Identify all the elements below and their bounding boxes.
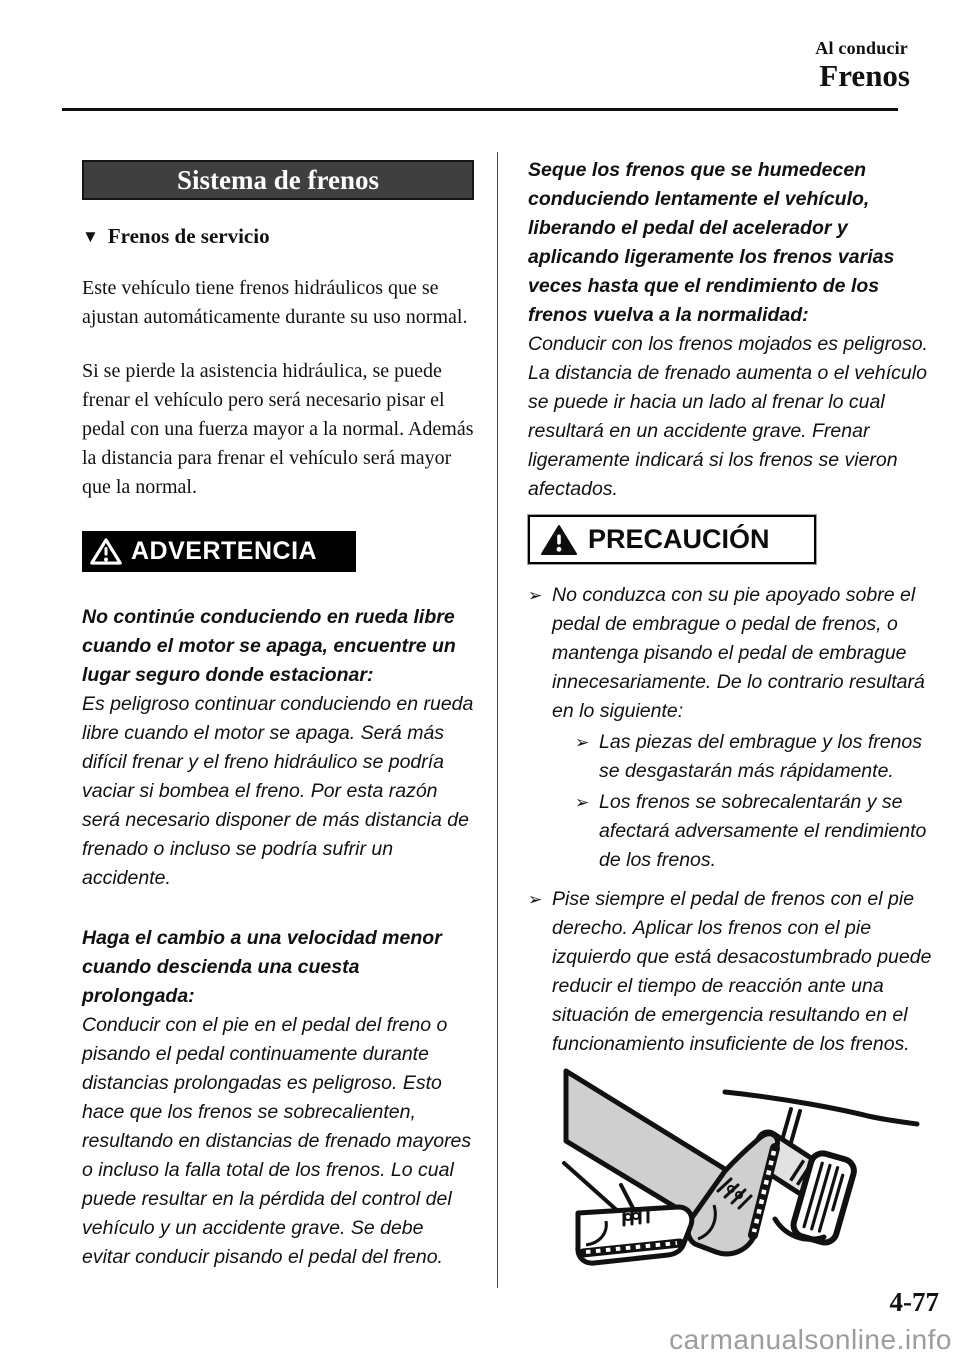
caution-subitem-text: Las piezas del embrague y los frenos se desgastarán más rápidamente. [599,731,923,782]
warning-item-title: Haga el cambio a una velocidad menor cuando descienda una cuesta prolongada: [82,927,442,1007]
triangle-marker-icon: ▼ [82,226,99,246]
right-column [528,150,934,1301]
warning-item-body: Es peligroso continuar conduciendo en rueda libre cuando el motor se apaga. Será más difícil frenar y el freno hidráulico se podría vaciar si bombea el freno. Por esta razón será necesario disponer de más distancia de frenado o incluso se podría sufrir un accidente. [82,693,474,889]
caution-triangle-icon [541,524,577,556]
caution-list [528,581,934,1059]
watermark-text: carmanualsonline.info [669,1324,952,1355]
caution-sublist [575,728,934,875]
caution-list-item [528,885,934,1059]
warning-item-title: Seque los frenos que se humedecen conduciendo lentamente el vehículo, liberando el pedal del acelerador y aplicando ligeramente los frenos varias veces hasta que el rendimiento de los frenos vuelva a la normalidad: [528,159,895,326]
header-rule [62,108,898,111]
warning-banner-label: ADVERTENCIA [131,537,318,565]
warning-banner [82,531,356,572]
caution-list-item [528,581,934,875]
caution-banner [528,515,816,564]
header-section-label: Al conducir [815,38,908,58]
warning-item-body: Conducir con los frenos mojados es peligroso. La distancia de frenado aumenta o el vehículo se puede ir hacia un lado al frenar lo cual resultará en un accidente grave. Frenar ligeramente indicará si los frenos se vieron afectados. [528,333,928,500]
section-title-banner [82,160,474,200]
caution-banner-label: PRECAUCIÓN [588,524,770,554]
subsection-title: Frenos de servicio [107,224,270,248]
warning-item-body: Conducir con el pie en el pedal del freno o pisando el pedal continuamente durante distancias prolongadas es peligroso. Esto hace que los frenos se sobrecalienten, resultando en distancias de frenado mayores o incluso la falla total de los frenos. Lo cual puede resultar en la pérdida del control del vehículo y un accidente grave. Se debe evitar conducir pisando el pedal del freno. [82,1014,472,1268]
page-title: Frenos [819,58,910,93]
body-paragraph: Este vehículo tiene frenos hidráulicos que se ajustan automáticamente durante su uso normal. [82,277,468,328]
section-title: Sistema de frenos [177,164,379,195]
page-number: 4-77 [889,1287,939,1317]
caution-item-text: No conduzca con su pie apoyado sobre el pedal de embrague o pedal de frenos, o mantenga pisando el pedal de embrague innecesariamente. De lo contrario resultará en lo siguiente: [552,584,925,722]
arrowhead-bullet-icon: ➢ [528,890,543,909]
caution-item-text: Pise siempre el pedal de frenos con el pie derecho. Aplicar los frenos con el pie izquierdo que está desacostumbrado puede reducir el tiempo de reacción ante una situación de emergencia resultando en el funcionamiento insuficiente de los frenos. [552,888,932,1055]
pedals-illustration [528,1067,920,1301]
arrowhead-bullet-icon: ➢ [575,793,590,812]
warning-item-title: No continúe conduciendo en rueda libre cuando el motor se apaga, encuentre un lugar seguro donde estacionar: [82,606,456,686]
arrowhead-bullet-icon: ➢ [575,733,590,752]
warning-triangle-icon [90,537,122,566]
caution-sublist-item [575,788,934,875]
arrowhead-bullet-icon: ➢ [528,586,543,605]
body-paragraph: Si se pierde la asistencia hidráulica, se puede frenar el vehículo pero será necesario pisar el pedal con una fuerza mayor a la normal. Además la distancia para frenar el vehículo será mayor que la normal. [82,360,474,498]
left-column [82,152,474,1272]
caution-sublist-item [575,728,934,786]
caution-subitem-text: Los frenos se sobrecalentarán y se afectará adversamente el rendimiento de los frenos. [599,791,927,871]
column-divider [497,152,498,1288]
subsection-heading [82,224,474,249]
